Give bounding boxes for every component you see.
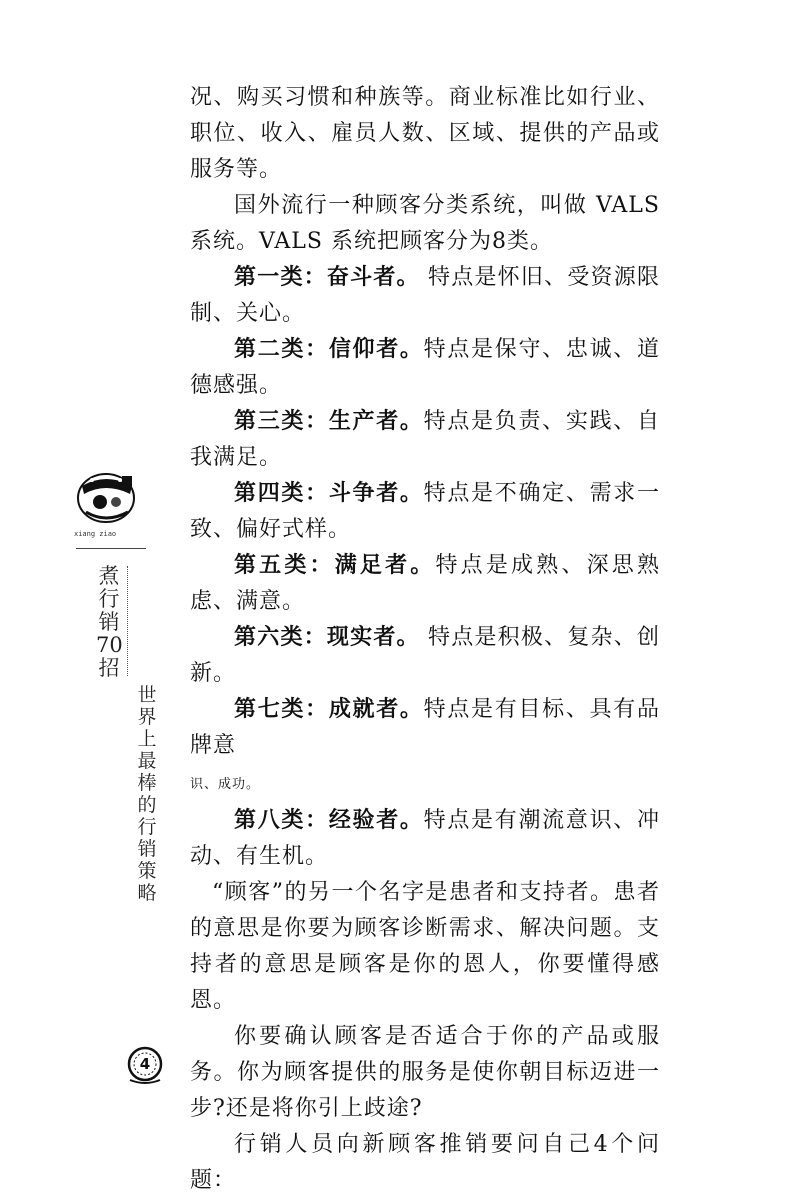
paragraph-category-7: 第七类：成就者。特点是有目标、具有品牌意 识、成功。 bbox=[190, 697, 660, 792]
paragraph-category-3: 第三类：生产者。特点是负责、实践、自我满足。 bbox=[190, 409, 660, 470]
paragraph-category-8: 第八类：经验者。特点是有潮流意识、冲动、有生机。 bbox=[190, 808, 660, 869]
category-label: 第八类：经验者。 bbox=[234, 808, 424, 833]
paragraph-category-4: 第四类：斗争者。特点是不确定、需求一致、偏好式样。 bbox=[190, 481, 660, 542]
paragraph-category-1: 第一类：奋斗者。 特点是怀旧、受资源限制、关心。 bbox=[190, 265, 660, 326]
page-number: 4 bbox=[139, 1055, 151, 1073]
category-label: 第二类：信仰者。 bbox=[234, 337, 424, 362]
category-label: 第五类：满足者。 bbox=[234, 553, 436, 578]
paragraph-category-2: 第二类：信仰者。特点是保守、忠诚、道德感强。 bbox=[190, 337, 660, 398]
paragraph-category-5: 第五类：满足者。特点是成熟、深思熟虑、满意。 bbox=[190, 553, 660, 614]
paragraph-confirm-customer: 你要确认顾客是否适合于你的产品或服务。你为顾客提供的服务是使你朝目标迈进一步?还是将你引上歧途? bbox=[190, 1024, 660, 1121]
category-label: 第一类：奋斗者。 bbox=[234, 265, 420, 290]
paragraph-category-6: 第六类：现实者。 特点是积极、复杂、创新。 bbox=[190, 625, 660, 686]
dotted-rule bbox=[127, 566, 128, 676]
category-label: 第六类：现实者。 bbox=[234, 625, 420, 650]
side-divider bbox=[76, 548, 146, 549]
paragraph-intro: 况、购买习惯和种族等。商业标准比如行业、职位、收入、雇员人数、区域、提供的产品或服务等。 bbox=[190, 85, 660, 182]
small-print-tail: 识、成功。 bbox=[190, 777, 261, 792]
book-title-vertical: 煮 行 销 70 招 bbox=[96, 564, 123, 680]
body-text bbox=[190, 80, 660, 1199]
paragraph-customer-meaning: “顾客”的另一个名字是患者和支持者。患者的意思是你要为顾客诊断需求、解决问题。支持者的意思是顾客是你的恩人，你要懂得感恩。 bbox=[190, 880, 660, 1013]
category-label: 第七类：成就者。 bbox=[234, 697, 424, 722]
paragraph-vals: 国外流行一种顾客分类系统，叫做 VALS系统。VALS 系统把顾客分为8类。 bbox=[190, 193, 660, 254]
publisher-logo-icon bbox=[72, 468, 144, 528]
category-label: 第三类：生产者。 bbox=[234, 409, 424, 434]
paragraph-four-questions: 行销人员向新顾客推销要问自己4个问题： bbox=[190, 1132, 660, 1193]
category-label: 第四类：斗争者。 bbox=[234, 481, 424, 506]
book-subtitle-vertical: 世 界 上 最 棒 的 行 销 策 略 bbox=[137, 684, 157, 904]
logo-caption: xiang ziao bbox=[74, 530, 117, 538]
